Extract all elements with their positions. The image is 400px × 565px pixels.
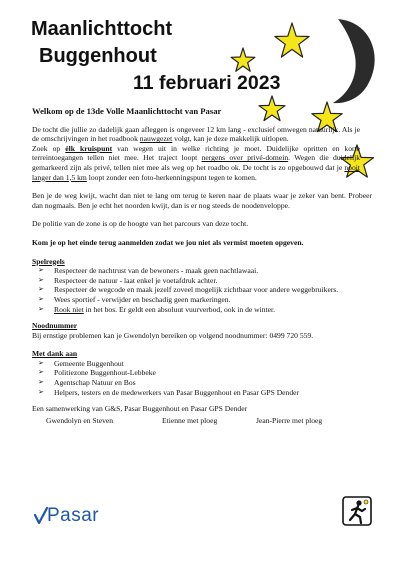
star-icon bbox=[231, 48, 255, 71]
roadbook-text bbox=[32, 107, 372, 426]
star-icon bbox=[275, 23, 309, 57]
emergency-heading: Noodnummer bbox=[32, 321, 78, 331]
arrow-bullet-icon: ➢ bbox=[38, 378, 44, 387]
list-item: ➢ Respecteer de wegcode en maak jezelf zoveel mogelijk zichtbaar voor andere weggebruikers. bbox=[38, 285, 339, 295]
welcome-heading: Welkom op de 13de Volle Maanlichttocht van Pasar bbox=[32, 106, 222, 116]
intro-text: volgt, kan je deze makkelijk uitlopen. bbox=[172, 134, 289, 144]
rules-heading: Spelregels bbox=[32, 256, 65, 266]
collaboration-line: Een samenwerking van G&S, Pasar Buggenhout en Pasar GPS Dender bbox=[32, 404, 248, 414]
gps-walker-logo bbox=[342, 496, 372, 526]
list-item: ➢ Respecteer de nachtrust van de bewoners - maak geen nachtlawaai. bbox=[38, 266, 259, 276]
list-item: ➢ Politiezone Buggenhout-Lebbeke bbox=[38, 368, 156, 378]
intro-emphasis: nauwgezet bbox=[139, 134, 173, 144]
moon-icon bbox=[333, 19, 375, 103]
list-item: ➢ Gemeente Buggenhout bbox=[38, 358, 124, 368]
list-item: ➢ Wees sportief - verwijder en beschadig geen markeringen. bbox=[38, 294, 231, 304]
title-date: 11 februari 2023 bbox=[133, 72, 281, 94]
title-line-2: Buggenhout bbox=[39, 45, 157, 67]
rules-list bbox=[32, 266, 372, 314]
title-line-1: Maanlichttocht bbox=[31, 18, 173, 40]
list-item: ➢ Helpers, testers en de medewerkers van Pasar Buggenhout en Pasar GPS Dender bbox=[38, 387, 300, 397]
arrow-bullet-icon: ➢ bbox=[38, 368, 44, 377]
intro-text: loopt zonder een foto-herkenningspunt tegen te komen. bbox=[86, 172, 257, 182]
arrow-bullet-icon: ➢ bbox=[38, 358, 44, 367]
intro-emphasis: nergens over privé-domein bbox=[201, 153, 289, 163]
list-item: ➢ Agentschap Natuur en Bos bbox=[38, 378, 136, 388]
thanks-list bbox=[32, 359, 372, 397]
intro-emphasis: élk kruispunt bbox=[65, 143, 113, 153]
arrow-bullet-icon: ➢ bbox=[38, 294, 44, 303]
police-paragraph: De politie van de zone is op de hoogte van het parcours van deze tocht. bbox=[32, 219, 249, 229]
return-notice: Kom je op het einde terug aanmelden zodat we jou niet als vermist moeten opgeven. bbox=[32, 237, 304, 247]
intro-text: . Wegen die duidelijk gemarkeerd zijn als privé, tellen niet mee als weg op het roadbo ok. De tocht is zo opgebouwd dat je bbox=[32, 153, 361, 172]
arrow-bullet-icon: ➢ bbox=[38, 266, 44, 275]
intro-text: van wegen uit in welke richting je moet. Duidelijke opritten en korte terreintoegangen tellen niet mee. Het traject loopt bbox=[32, 143, 361, 163]
pasar-logo: Pasar bbox=[47, 505, 100, 526]
thanks-heading: Met dank aan bbox=[32, 349, 78, 359]
intro-text: Zoek op bbox=[32, 143, 66, 153]
organizer-name: Jean-Pierre met ploeg bbox=[256, 415, 323, 425]
intro-emphasis: nooit langer dan 1,5 km bbox=[32, 162, 360, 182]
organizer-name: Gwendolyn en Steven bbox=[46, 415, 114, 425]
arrow-bullet-icon: ➢ bbox=[38, 285, 44, 294]
arrow-bullet-icon: ➢ bbox=[38, 387, 44, 396]
emergency-text: Bij ernstige problemen kan je Gwendolyn bereiken op volgend noodnummer: 0499 720 559. bbox=[32, 330, 314, 340]
lost-paragraph: Ben je de weg kwijt, wacht dan niet te lang om terug te keren naar de plaats waar je zeker van bent. Probeer dan nogmaals. Ben je echt het noorden kwijt, dan is er nog steeds de noodenveloppe. bbox=[32, 191, 372, 210]
organizer-names bbox=[32, 416, 372, 426]
organizer-name: Etienne met ploeg bbox=[162, 415, 218, 425]
list-item: ➢ Respecteer de natuur - laat enkel je voetafdruk achter. bbox=[38, 275, 218, 285]
arrow-bullet-icon: ➢ bbox=[38, 304, 44, 313]
list-item: ➢ Rook niet in het bos. Er geldt een absoluut vuurverbod, ook in de winter. bbox=[38, 304, 276, 314]
arrow-bullet-icon: ➢ bbox=[38, 275, 44, 284]
intro-paragraph bbox=[32, 125, 360, 183]
intro-text: De tocht die jullie zo dadelijk gaan afleggen is ongeveer 12 km lang - exclusief omwegen natuurlijk. Als je de omschrijvingen in het roadbook bbox=[32, 124, 360, 144]
